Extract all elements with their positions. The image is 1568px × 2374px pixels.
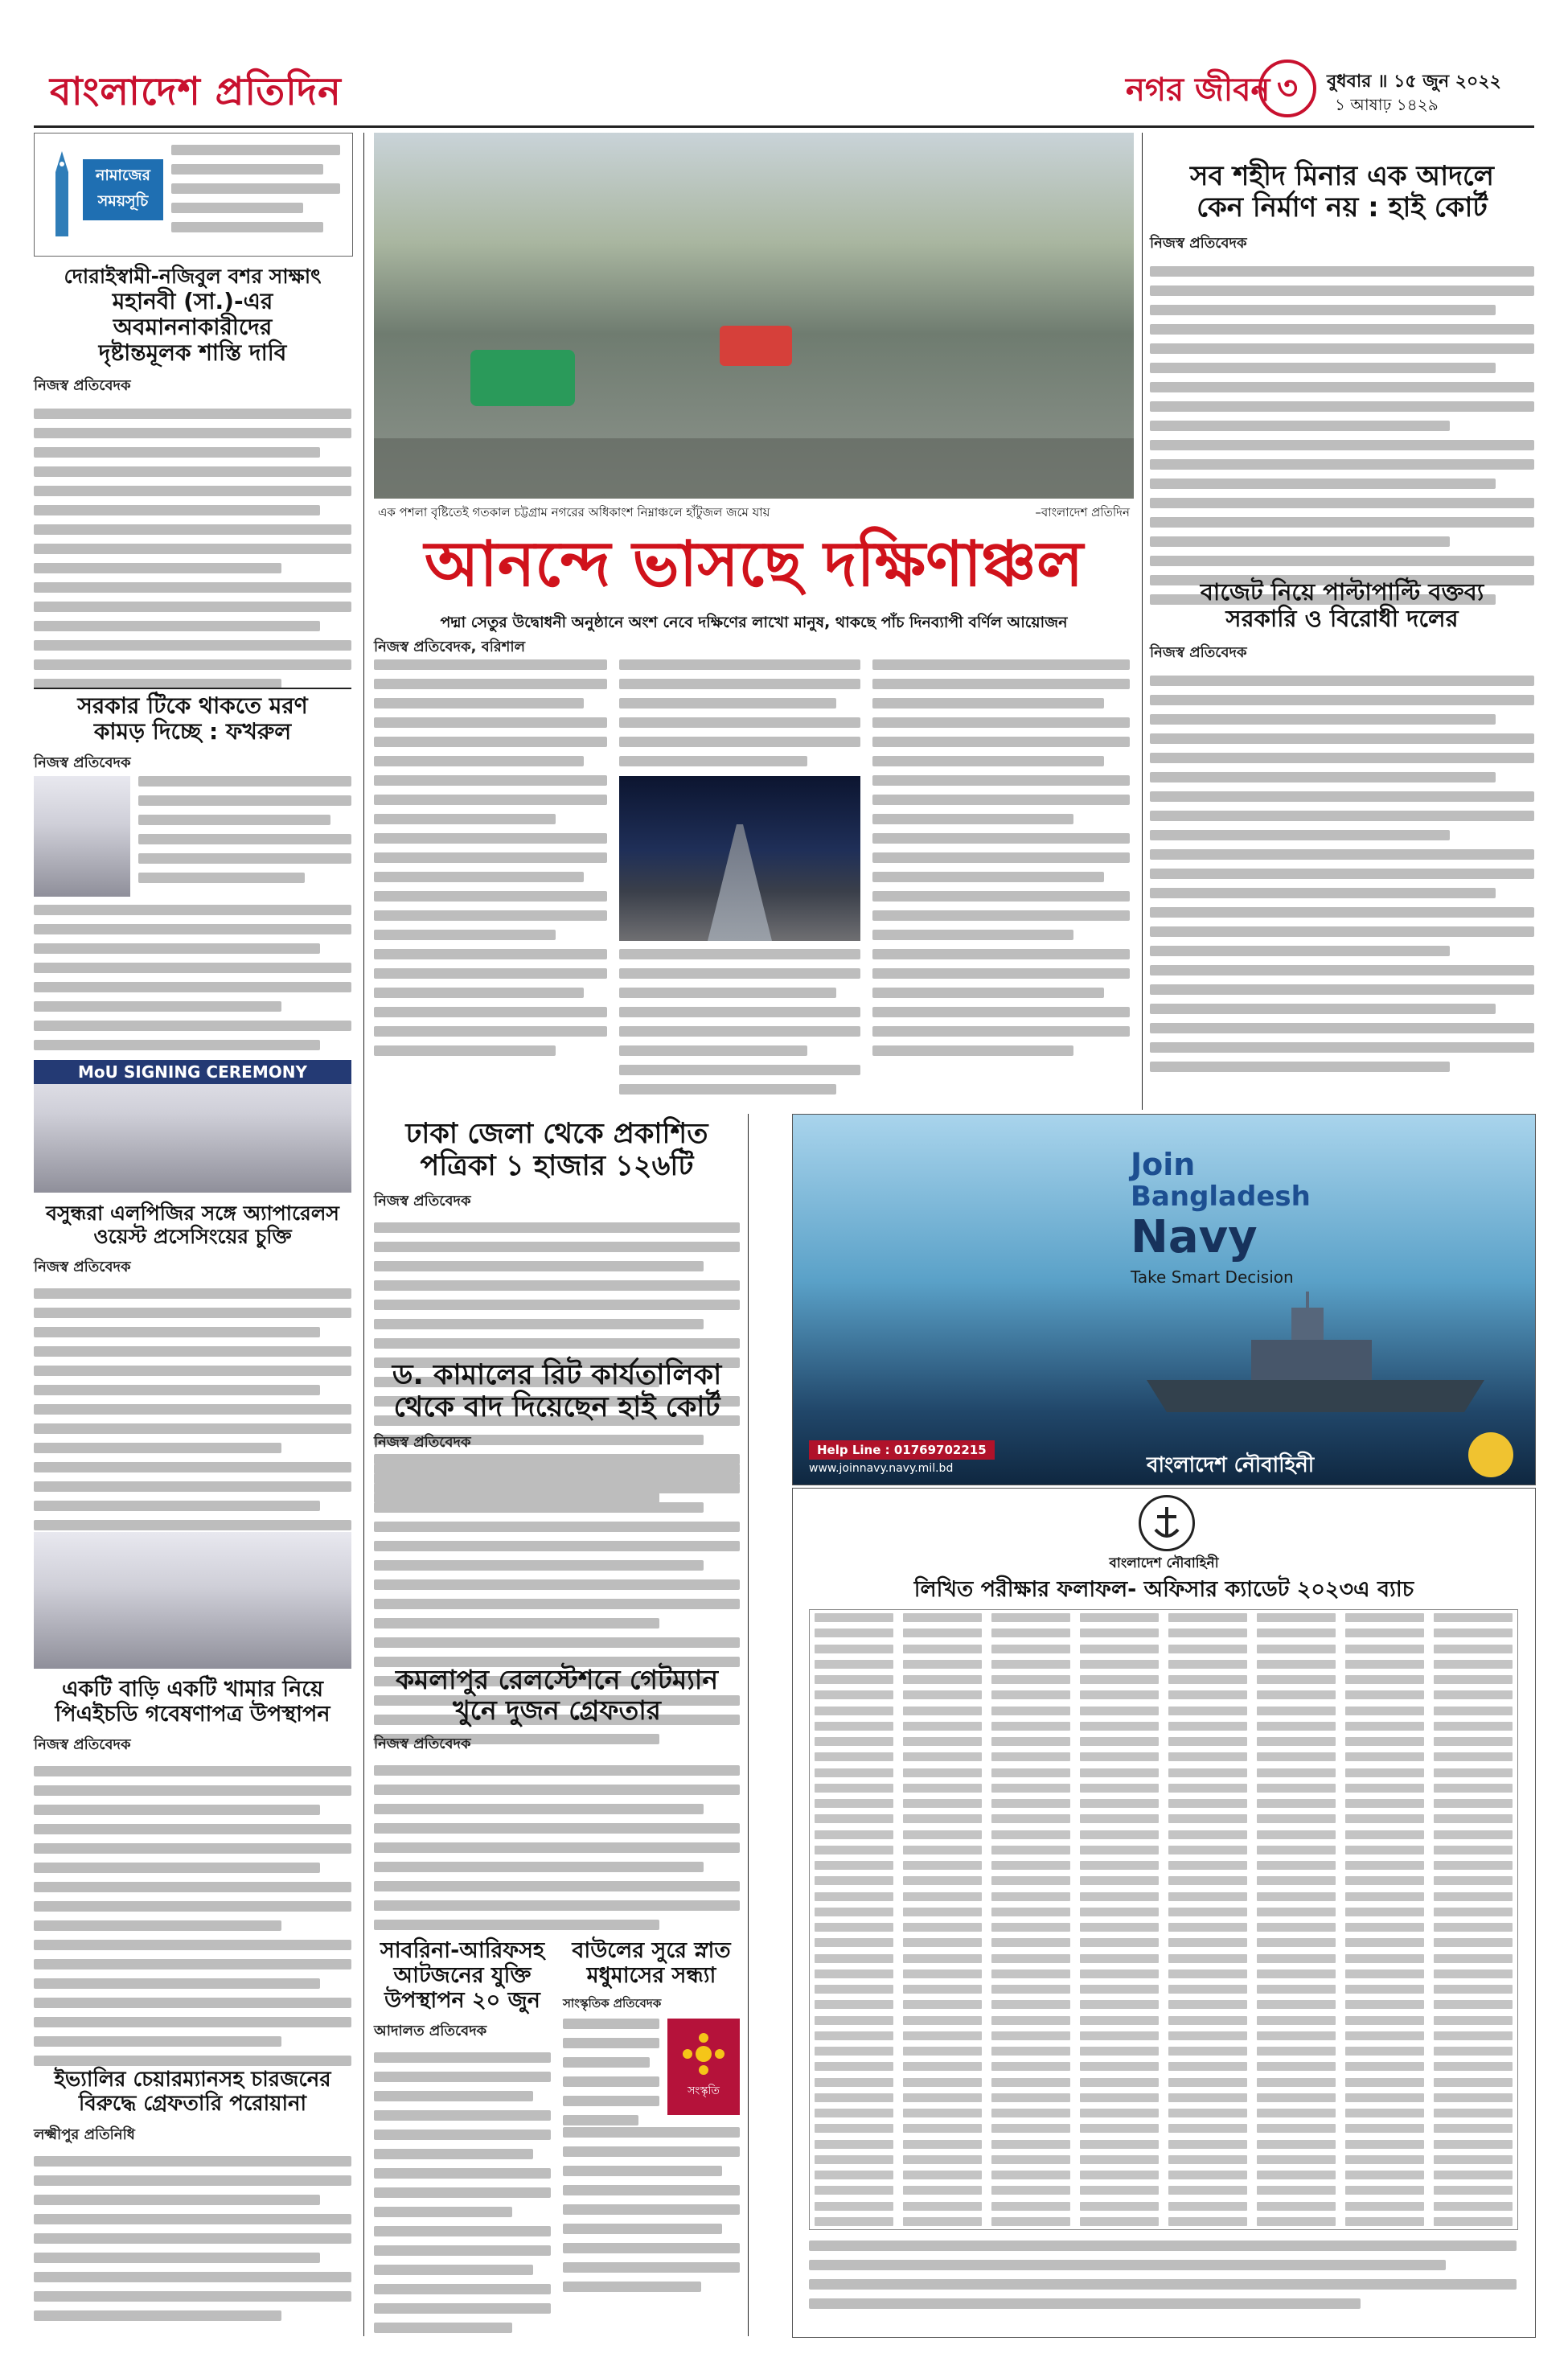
left5-title-2: বিরুদ্ধে গ্রেফতারি পরোয়ানা — [78, 2091, 307, 2116]
mid4-title-2: আটজনের যুক্তি — [393, 1963, 532, 1989]
navy-helpline: Help Line : 01769702215 — [809, 1440, 995, 1460]
mid2-title-1: ড. কামালের রিট কার্যতালিকা — [392, 1359, 722, 1391]
main-col-2b — [619, 949, 860, 1103]
mid4-title-3: উপস্থাপন ২০ জুন — [384, 1988, 540, 2014]
navy-headline-3: Navy — [1131, 1211, 1258, 1263]
main-col-2 — [619, 659, 860, 775]
navy-headline-1: Join — [1131, 1147, 1196, 1182]
right2-title-2: সরকারি ও বিরোধী দলের — [1225, 605, 1459, 633]
column-separator-mid — [748, 1114, 749, 2336]
story-left2 — [34, 693, 351, 784]
prayer-title — [83, 159, 163, 220]
mid4-title-1: সাবরিনা-আরিফসহ — [380, 1938, 545, 1963]
mosque-icon — [44, 148, 80, 236]
main-byline: নিজস্ব প্রতিবেদক, বরিশাল — [374, 639, 526, 655]
column-separator-left — [363, 133, 364, 2336]
right2-byline: নিজস্ব প্রতিবেদক — [1150, 643, 1247, 661]
mid2-title-2: থেকে বাদ দিয়েছেন হাই কোর্ট — [393, 1391, 720, 1424]
mid4-body — [374, 2052, 551, 2333]
padma-bridge-photo — [619, 776, 860, 941]
mid5-body-b — [563, 2127, 740, 2301]
left1-body — [34, 409, 351, 689]
red-vehicle — [720, 326, 792, 366]
left5-byline: লক্ষ্মীপুর প্রতিনিধি — [34, 2126, 135, 2143]
mid1-title-1: ঢাকা জেলা থেকে প্রকাশিত — [405, 1118, 708, 1150]
sangskriti-logo — [667, 2019, 740, 2115]
left2-title-2: কামড় দিচ্ছে : ফখরুল — [93, 718, 292, 745]
prayer-box — [34, 133, 353, 257]
mid4-byline: আদালত প্রতিবেদক — [374, 2023, 487, 2040]
anchor-icon — [1139, 1495, 1195, 1551]
prayer-title-2: সময়সূচি — [97, 192, 149, 210]
flood-photo — [374, 133, 1134, 499]
story-left4 — [34, 1677, 351, 2075]
main-col-3 — [872, 659, 1130, 1065]
divider — [34, 688, 351, 689]
mou-ceremony-photo — [34, 1060, 351, 1193]
mou-banner-text: MoU SIGNING CEREMONY — [78, 1062, 307, 1082]
prayer-title-1: নামাজের — [96, 166, 150, 184]
page-number — [1258, 60, 1316, 117]
mid5-title-1: বাউলের সুরে স্নাত — [572, 1938, 731, 1963]
navy-tagline: Take Smart Decision — [1131, 1267, 1294, 1287]
navy-brand: বাংলাদেশ নৌবাহিনী — [1147, 1453, 1315, 1477]
right1-byline: নিজস্ব প্রতিবেদক — [1150, 235, 1247, 253]
navy-emblem-icon — [1468, 1432, 1513, 1477]
right2-body — [1150, 676, 1534, 1072]
mid3-body — [374, 1765, 740, 1930]
result-org: বাংলাদেশ নৌবাহিনী — [1109, 1555, 1219, 1571]
left4-title-1: একটি বাড়ি একটি খামার নিয়ে — [61, 1677, 323, 1702]
left2-body-a — [138, 776, 351, 892]
left3-byline: নিজস্ব প্রতিবেদক — [34, 1258, 131, 1275]
left2-body-b — [34, 905, 351, 1059]
story-right2 — [1150, 579, 1534, 1081]
mid1-byline: নিজস্ব প্রতিবেদক — [374, 1192, 471, 1210]
left1-kicker: দোরাইস্বামী-নজিবুল বশর সাক্ষাৎ — [64, 265, 322, 288]
sangskriti-logo-label: সংস্কৃতি — [688, 2084, 720, 2097]
mid3-title-1: কমলাপুর রেলস্টেশনে গেটম্যান — [395, 1664, 719, 1695]
main-headline: আনন্দে ভাসছে দক্ষিণাঞ্চল — [424, 528, 1084, 601]
left4-body — [34, 1766, 351, 2066]
right1-title-1: সব শহীদ মিনার এক আদলে — [1190, 160, 1494, 192]
result-footnotes — [809, 2241, 1517, 2318]
story-mid3 — [374, 1665, 740, 1939]
story-right1 — [1150, 161, 1534, 614]
prayer-times — [171, 145, 340, 241]
left1-title-2: দৃষ্টান্তমূলক শাস্তি দাবি — [98, 339, 287, 367]
date-line-1: বুধবার ॥ ১৫ জুন ২০২২ — [1327, 72, 1501, 92]
left1-title-1: মহানবী (সা.)-এর অবমাননাকারীদের — [112, 287, 273, 340]
left1-byline: নিজস্ব প্রতিবেদক — [34, 377, 131, 395]
main-subtitle: পদ্মা সেতুর উদ্বোধনী অনুষ্ঠানে অংশ নেবে দক্ষিণের লাখো মানুষ, থাকছে পাঁচ দিনব্যাপী বর্ণিল আয়োজন — [440, 614, 1068, 631]
mid1-title-2: পত্রিকা ১ হাজার ১২৬টি — [420, 1150, 694, 1183]
right1-body — [1150, 266, 1534, 605]
left4-byline: নিজস্ব প্রতিবেদক — [34, 1736, 131, 1754]
story-mid5 — [563, 1938, 740, 2097]
flood-credit: –বাংলাদেশ প্রতিদিন — [1035, 505, 1130, 520]
phd-photo — [34, 1532, 351, 1669]
flood-water — [374, 438, 1134, 499]
left5-body — [34, 2156, 351, 2321]
left2-byline: নিজস্ব প্রতিবেদক — [34, 754, 131, 772]
section-name: নগর জীবন — [1126, 72, 1270, 109]
story-left1 — [34, 265, 351, 698]
warship-silhouette — [1147, 1292, 1484, 1412]
page-number-text: ৩ — [1276, 70, 1298, 107]
result-notice — [792, 1488, 1536, 2338]
masthead — [50, 63, 388, 119]
left3-body — [34, 1288, 351, 1550]
date-line-2: ১ আষাঢ় ১৪২৯ — [1335, 95, 1439, 114]
result-title: লিখিত পরীক্ষার ফলাফল- অফিসার ক্যাডেট ২০২৩এ ব্যাচ — [913, 1577, 1414, 1602]
navy-ad — [792, 1114, 1536, 1485]
main-col-1 — [374, 659, 607, 1065]
result-table — [809, 1609, 1518, 2230]
masthead-title: বাংলাদেশ প্রতিদিন — [50, 69, 342, 114]
mid5-title-2: মধুমাসের সন্ধ্যা — [586, 1963, 716, 1989]
story-left5 — [34, 2068, 351, 2330]
right2-title-1: বাজেট নিয়ে পাল্টাপাল্টি বক্তব্য — [1200, 578, 1484, 606]
fakhrul-photo — [34, 776, 130, 897]
left2-title-1: সরকার টিকে থাকতে মরণ — [77, 692, 308, 719]
story-left3 — [34, 1202, 351, 1559]
mid3-title-2: খুনে দুজন গ্রেফতার — [453, 1694, 661, 1726]
mid5-body-a — [563, 2019, 659, 2134]
flood-caption: এক পশলা বৃষ্টিতেই গতকাল চট্টগ্রাম নগরের অধিকাংশ নিম্নাঞ্চলে হাঁটুজল জমে যায় — [378, 505, 770, 520]
header-divider — [34, 125, 1534, 128]
mid3-byline: নিজস্ব প্রতিবেদক — [374, 1735, 471, 1752]
auto-rickshaw — [470, 350, 575, 406]
story-mid4 — [374, 1938, 551, 2342]
road-surface — [708, 824, 772, 941]
right1-title-2: কেন নির্মাণ নয় : হাই কোর্ট — [1197, 191, 1488, 224]
mou-banner — [34, 1060, 351, 1084]
mid2-byline: নিজস্ব প্রতিবেদক — [374, 1433, 471, 1451]
left4-title-2: পিএইচডি গবেষণাপত্র উপস্থাপন — [55, 1702, 330, 1727]
mid5-byline: সাংস্কৃতিক প্রতিবেদক — [563, 1996, 662, 2011]
column-separator-right — [1142, 133, 1143, 1110]
left3-title-1: বসুন্ধরা এলপিজির সঙ্গে অ্যাপারেলস — [46, 1201, 339, 1225]
navy-headline-2: Bangladesh — [1131, 1181, 1311, 1213]
left5-title-1: ইভ্যালির চেয়ারম্যানসহ চারজনের — [54, 2068, 331, 2092]
left3-title-2: ওয়েস্ট প্রসেসিংয়ের চুক্তি — [93, 1224, 292, 1248]
navy-website: www.joinnavy.navy.mil.bd — [809, 1462, 954, 1475]
